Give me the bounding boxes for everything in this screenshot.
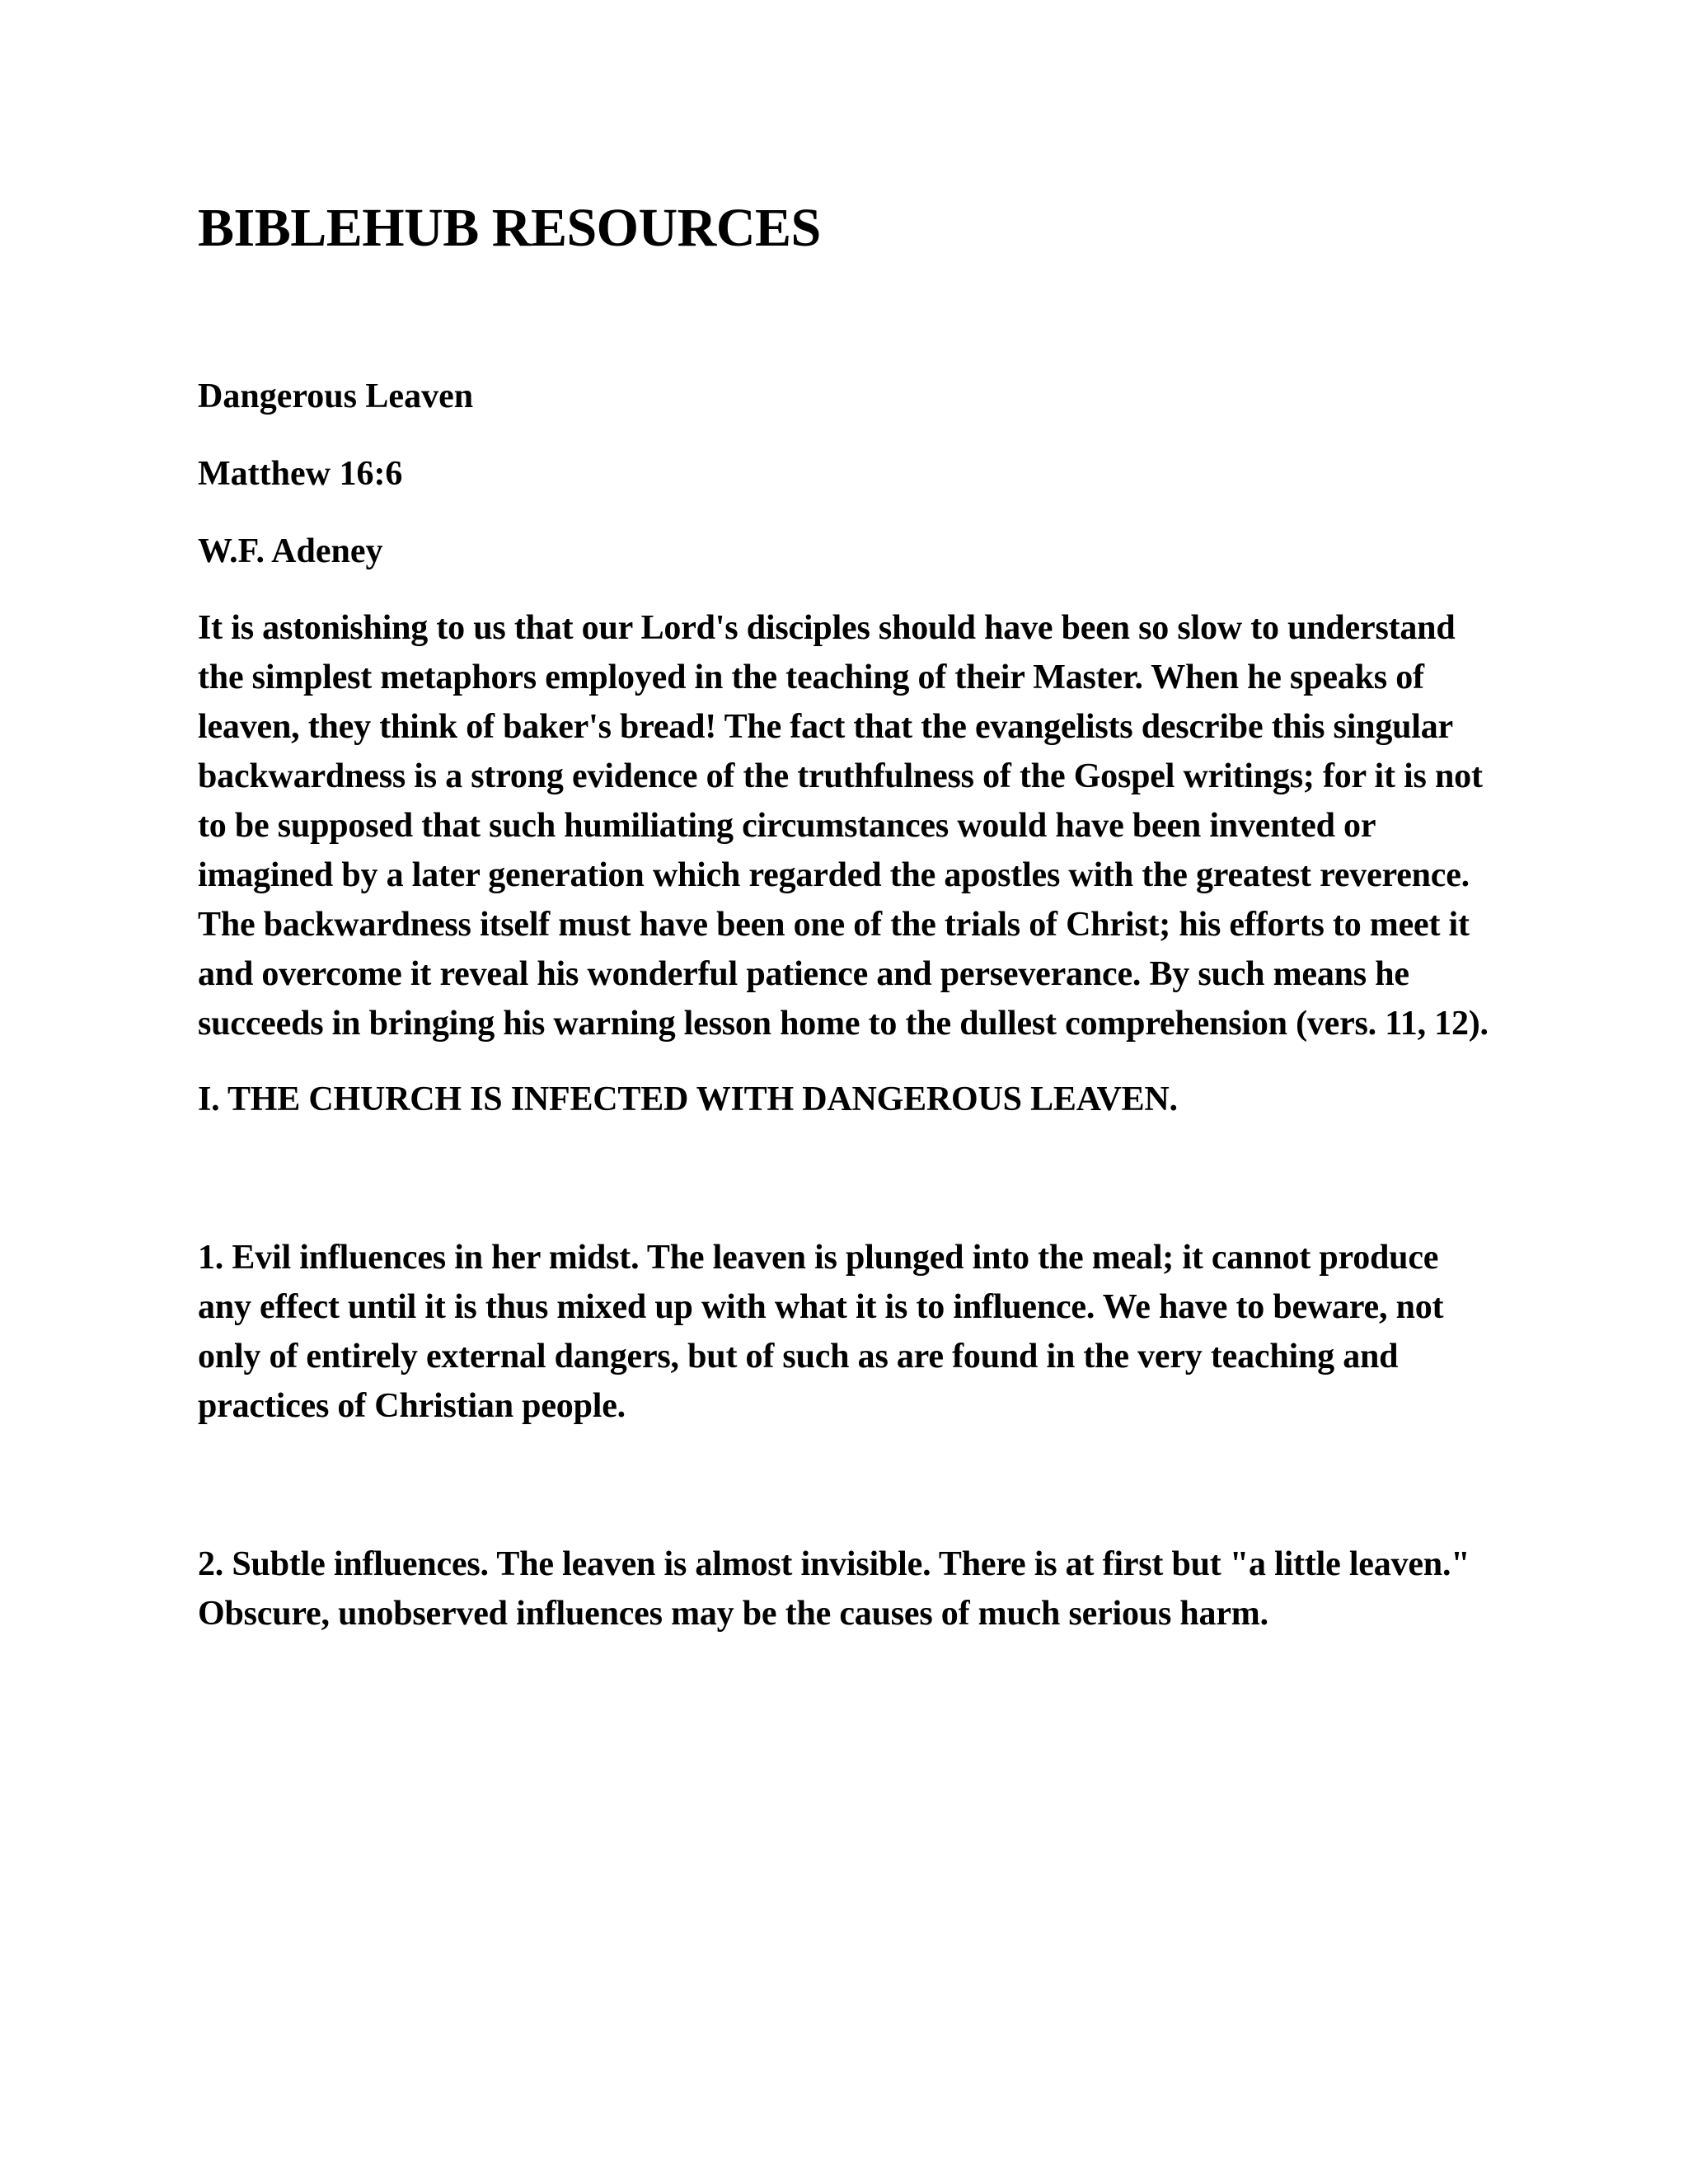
point-paragraph-2: 2. Subtle influences. The leaven is almost invisible. There is at first but "a little leaven." Obscure, unobserved influences may be the causes of much serious harm. xyxy=(198,1545,1470,1633)
section-heading: I. THE CHURCH IS INFECTED WITH DANGEROUS LEAVEN. xyxy=(198,1080,1178,1118)
document-content xyxy=(198,191,1500,1638)
intro-paragraph: It is astonishing to us that our Lord's disciples should have been so slow to understand the simplest metaphors employed in the teaching of their Master. When he speaks of leaven, they think of baker's bread! The fact that the evangelists describe this singular backwardness is a strong evidence of the truthfulness of the Gospel writings; for it is not to be supposed that such humiliating circumstances would have been invented or imagined by a later generation which regarded the apostles with the greatest reverence. The backwardness itself must have been one of the trials of Christ; his efforts to meet it and overcome it reveal his wonderful patience and perseverance. By such means he succeeds in bringing his warning lesson home to the dullest comprehension (vers. 11, 12). xyxy=(198,609,1489,1043)
site-title: BIBLEHUB RESOURCES xyxy=(198,198,821,258)
point-paragraph-1: 1. Evil influences in her midst. The leaven is plunged into the meal; it cannot produce any effect until it is thus mixed up with what it is to influence. We have to beware, not only of entirely external dangers, but of such as are found in the very teaching and practices of Christian people. xyxy=(198,1239,1444,1425)
scripture-reference: Matthew 16:6 xyxy=(198,455,403,493)
sermon-title: Dangerous Leaven xyxy=(198,377,474,415)
author-name: W.F. Adeney xyxy=(198,532,383,570)
